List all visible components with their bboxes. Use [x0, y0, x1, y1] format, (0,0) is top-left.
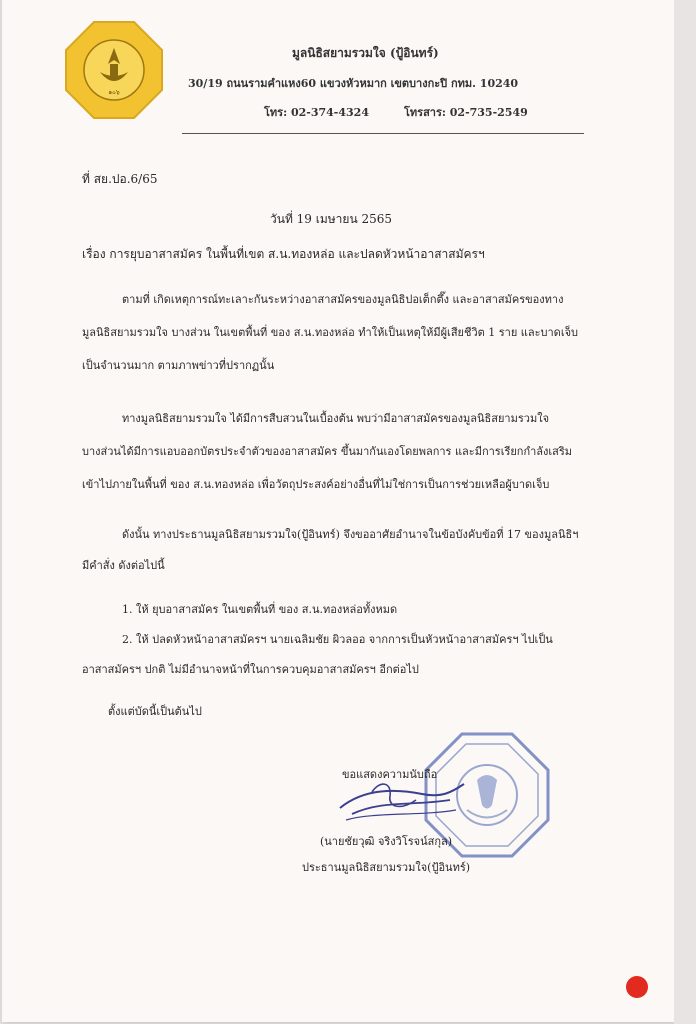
org-name: มูลนิธิสยามรวมใจ (ปู้อินทร์): [292, 46, 439, 60]
letter-page: [2, 0, 674, 1022]
effective-date-note: ตั้งแต่บัดนี้เป็นต้นไป: [108, 705, 202, 718]
paragraph-1-line-1: ตามที่ เกิดเหตุการณ์ทะเลาะกันระหว่างอาสาสมัครของมูลนิธิปอเต็กตึ๊ง และอาสาสมัครของทาง: [122, 293, 564, 306]
doc-ref-number: ที่ สย.ปอ.6/65: [82, 172, 158, 186]
paragraph-2-line-1: ทางมูลนิธิสยามรวมใจ ได้มีการสืบสวนในเบื้องต้น พบว่ามีอาสาสมัครของมูลนิธิสยามรวมใจ: [122, 412, 550, 425]
org-fax: โทรสาร: 02-735-2549: [404, 106, 528, 119]
foundation-logo-icon: [64, 20, 164, 120]
order-item-1: 1. ให้ ยุบอาสาสมัคร ในเขตพื้นที่ ของ ส.น.ทองหล่อทั้งหมด: [122, 603, 398, 616]
red-marker-dot: [626, 976, 648, 998]
signer-title: ประธานมูลนิธิสยามรวมใจ(ปู้อินทร์): [302, 861, 471, 874]
order-item-2-line-2: อาสาสมัครฯ ปกติ ไม่มีอำนาจหน้าที่ในการควบคุมอาสาสมัครฯ อีกต่อไป: [82, 663, 419, 676]
org-address: 30/19 ถนนรามคำแหง60 แขวงหัวหมาก เขตบางกะปิ กทม. 10240: [188, 77, 519, 90]
doc-subject: เรื่อง การยุบอาสาสมัคร ในพื้นที่เขต ส.น.ทองหล่อ และปลดหัวหน้าอาสาสมัครฯ: [82, 247, 485, 261]
org-phone: โทร: 02-374-4324: [264, 106, 369, 119]
closing-regards: ขอแสดงความนับถือ: [342, 768, 438, 781]
signer-name: (นายชัยวุฒิ จริงวิโรจน์สกุล): [320, 835, 453, 848]
paragraph-3-line-1: ดังนั้น ทางประธานมูลนิธิสยามรวมใจ(ปู้อินทร์) จึงขออาศัยอำนาจในข้อบังคับข้อที่ 17 ของมูลนิธิฯ: [122, 528, 579, 541]
paragraph-2-line-3: เข้าไปภายในพื้นที่ ของ ส.น.ทองหล่อ เพื่อวัตถุประสงค์อย่างอื่นที่ไม่ใช่การเป็นการช่วยเหลือผู้บาดเจ็บ: [82, 478, 550, 491]
paragraph-1-line-3: เป็นจำนวนมาก ตามภาพข่าวที่ปรากฏนั้น: [82, 359, 275, 372]
handwritten-signature-icon: [332, 770, 472, 825]
doc-date: วันที่ 19 เมษายน 2565: [270, 212, 392, 226]
paragraph-1-line-2: มูลนิธิสยามรวมใจ บางส่วน ในเขตพื้นที่ ของ ส.น.ทองหล่อ ทำให้เป็นเหตุให้มีผู้เสียชีวิต 1 ราย และบาดเจ็บ: [82, 326, 579, 339]
paragraph-2-line-2: บางส่วนได้มีการแอบออกบัตรประจำตัวของอาสาสมัคร ขึ้นมากันเองโดยพลการ และมีการเรียกกำลังเสริม: [82, 445, 573, 458]
paragraph-3-line-2: มีคำสั่ง ดังต่อไปนี้: [82, 559, 165, 572]
order-item-2-line-1: 2. ให้ ปลดหัวหน้าอาสาสมัครฯ นายเฉลิมชัย ผิวลออ จากการเป็นหัวหน้าอาสาสมัครฯ ไปเป็น: [122, 633, 553, 646]
page-edge: [674, 0, 696, 1024]
logo-text: ๑๐๖: [108, 89, 120, 96]
header-divider: [182, 133, 584, 134]
